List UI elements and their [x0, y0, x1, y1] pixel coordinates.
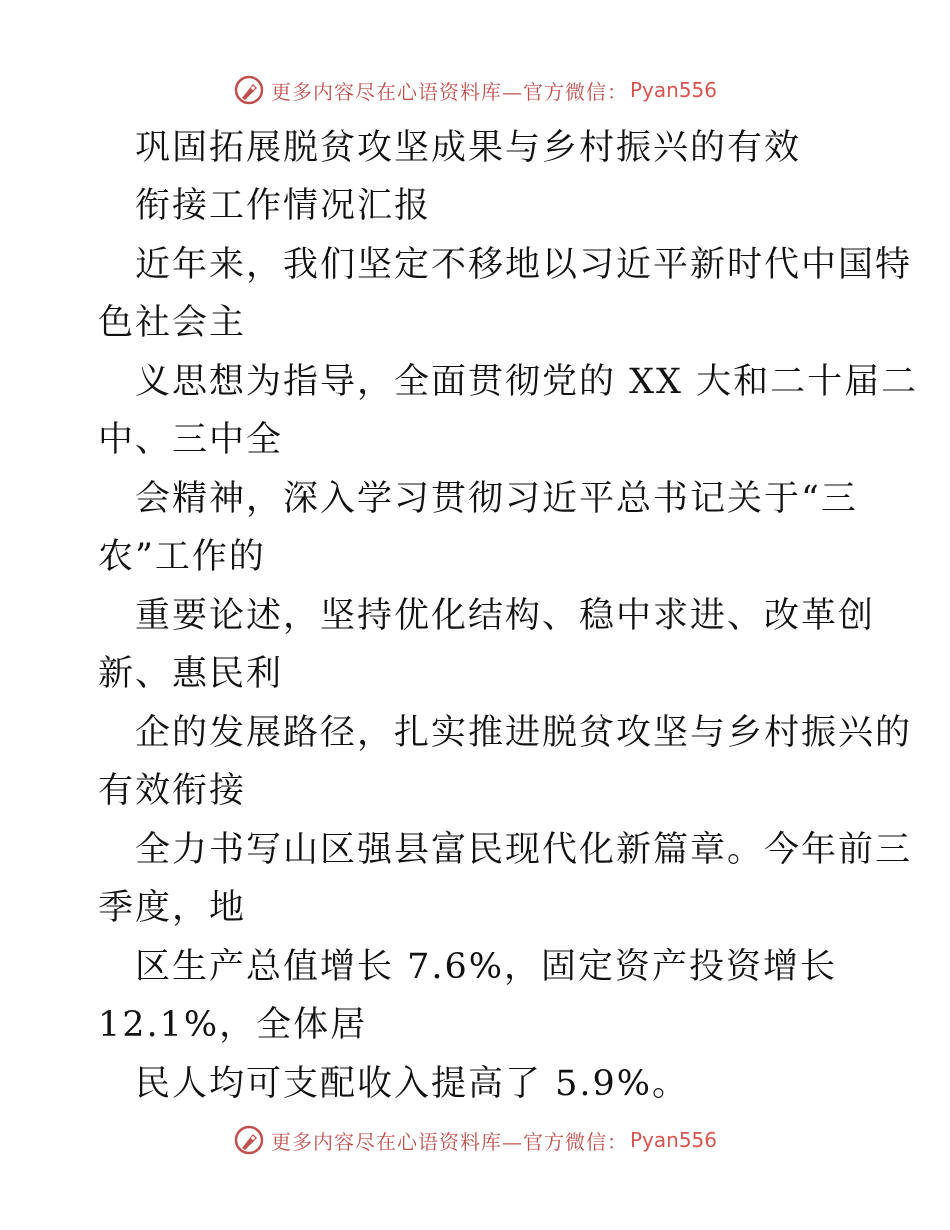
paragraph-line: 区生产总值增长 7.6%，固定资产投资增长 [135, 947, 838, 987]
pen-nib-logo-icon [233, 74, 265, 106]
paragraph-line: 12.1%，全体居 [98, 1005, 368, 1045]
paragraph-line: 新、惠民利 [98, 654, 284, 694]
footer-watermark [0, 1120, 950, 1160]
paragraph-line: 中、三中全 [98, 420, 284, 460]
watermark-text: 更多内容尽在心语资料库—官方微信： [270, 1129, 628, 1154]
paragraph-line: 色社会主 [98, 303, 247, 343]
paragraph-line: 重要论述，坚持优化结构、稳中求进、改革创 [135, 596, 876, 636]
paragraph-line: 季度，地 [98, 888, 247, 928]
watermark-handle: Pyan556 [629, 1128, 717, 1152]
paragraph-line: 民人均可支配收入提高了 5.9%。 [135, 1064, 690, 1104]
pen-nib-logo-icon [233, 1124, 265, 1156]
paragraph-line: 农”工作的 [98, 537, 266, 577]
paragraph-line: 会精神，深入学习贯彻习近平总书记关于“三 [135, 479, 858, 519]
watermark-handle: Pyan556 [629, 78, 717, 102]
watermark-text: 更多内容尽在心语资料库—官方微信： [270, 79, 628, 104]
paragraph-line: 近年来，我们坚定不移地以习近平新时代中国特 [135, 245, 913, 285]
document-title-line-1: 巩固拓展脱贫攻坚成果与乡村振兴的有效 [135, 128, 802, 168]
paragraph-line: 企的发展路径，扎实推进脱贫攻坚与乡村振兴的 [135, 713, 913, 753]
paragraph-line: 全力书写山区强县富民现代化新篇章。今年前三 [135, 830, 913, 870]
paragraph-line: 有效衔接 [98, 771, 247, 811]
paragraph-line: 义思想为指导，全面贯彻党的 XX 大和二十届二 [135, 362, 919, 402]
header-watermark [0, 70, 950, 110]
document-title-line-2: 衔接工作情况汇报 [135, 186, 432, 226]
